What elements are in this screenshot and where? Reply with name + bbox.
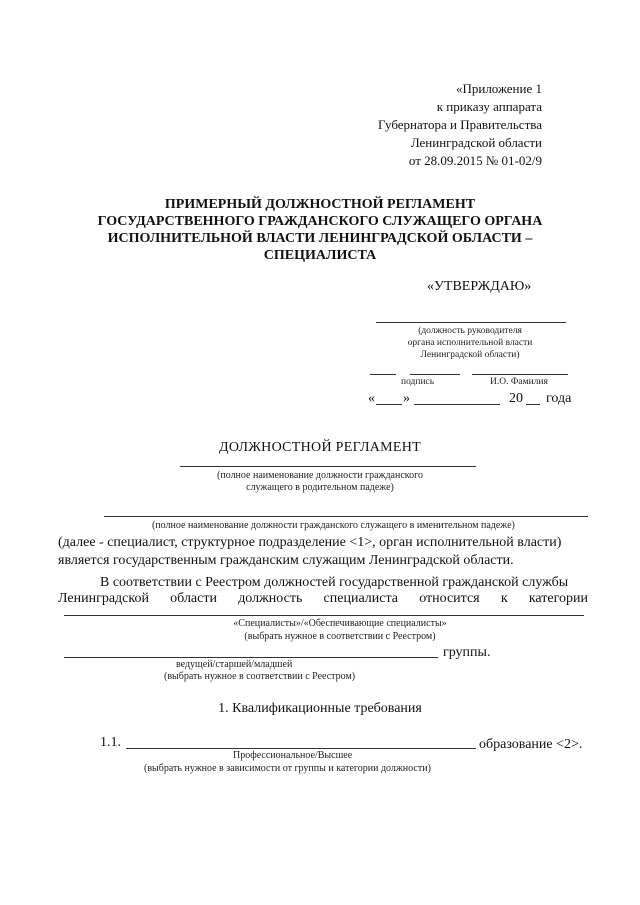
para2-word-7: категории [528, 591, 588, 606]
signature-line-b [410, 374, 460, 375]
position-line [376, 322, 566, 323]
annex-line-1: «Приложение 1 [455, 81, 542, 96]
date-day-line [376, 404, 402, 405]
signature-line-a [370, 374, 396, 375]
date-year-line [526, 404, 540, 405]
name-line [472, 374, 568, 375]
para2-line-2 [58, 590, 588, 608]
para2-word-2: области [170, 591, 217, 606]
group-line [64, 657, 438, 658]
position-hint-1: (должность руководителя [418, 326, 522, 336]
para2-word-5: относится [419, 591, 480, 606]
education-hint-1: Профессиональное/Высшее [233, 750, 353, 761]
title-line-3: ИСПОЛНИТЕЛЬНОЙ ВЛАСТИ ЛЕНИНГРАДСКОЙ ОБЛАСТИ – [107, 231, 533, 246]
position-nominative-line [104, 516, 588, 517]
date-month-line [414, 404, 500, 405]
para1-line-2: является государственным гражданским служащим Ленинградской области. [58, 553, 514, 568]
approve-heading: «УТВЕРЖДАЮ» [427, 279, 532, 294]
position-hint-2: органа исполнительной власти [407, 338, 533, 348]
position-genitive-line [180, 466, 476, 467]
item-1-1-tail: образование <2>. [479, 737, 583, 752]
para2-word-6: к [500, 591, 508, 606]
date-year-suffix: года [546, 391, 572, 406]
name-label: И.О. Фамилия [490, 377, 548, 387]
group-word: группы. [443, 645, 491, 660]
para2-word-4: специалиста [323, 591, 398, 606]
education-hint-2: (выбрать нужное в зависимости от группы и категории должности) [144, 763, 431, 774]
genitive-hint-2: служащего в родительном падеже) [246, 482, 394, 493]
annex-line-4: Ленинградской области [410, 135, 542, 150]
annex-line-2: к приказу аппарата [436, 99, 542, 114]
group-hint-1: ведущей/старшей/младшей [176, 659, 293, 670]
genitive-hint-1: (полное наименование должности гражданского [217, 470, 423, 481]
para2-word-1: Ленинградской [58, 591, 149, 606]
para2-line-1: В соответствии с Реестром должностей государственной гражданской службы [100, 575, 569, 590]
category-line [64, 615, 584, 616]
nominative-hint: (полное наименование должности гражданского служащего в именительном падеже) [152, 520, 515, 531]
title-line-1: ПРИМЕРНЫЙ ДОЛЖНОСТНОЙ РЕГЛАМЕНТ [164, 197, 476, 212]
section-1-title: 1. Квалификационные требования [218, 701, 422, 716]
date-year-prefix: 20 [509, 391, 523, 406]
date-open-quote: « [368, 391, 375, 406]
annex-line-3: Губернатора и Правительства [378, 117, 542, 132]
position-hint-3: Ленинградской области) [420, 350, 520, 360]
annex-line-5: от 28.09.2015 № 01-02/9 [408, 153, 542, 168]
date-close-quote: » [403, 391, 410, 406]
category-hint-2: (выбрать нужное в соответствии с Реестром) [244, 631, 436, 642]
title-line-2: ГОСУДАРСТВЕННОГО ГРАЖДАНСКОГО СЛУЖАЩЕГО ОРГАНА [97, 214, 543, 229]
regulation-title: ДОЛЖНОСТНОЙ РЕГЛАМЕНТ [218, 440, 422, 455]
group-hint-2: (выбрать нужное в соответствии с Реестром) [164, 671, 356, 682]
item-1-1-number: 1.1. [100, 735, 121, 750]
document-title [0, 196, 640, 264]
para2-word-3: должность [238, 591, 303, 606]
education-line [126, 748, 476, 749]
annex-block [378, 80, 542, 170]
category-hint-1: «Специалисты»/«Обеспечивающие специалисты» [233, 618, 447, 629]
title-line-4: СПЕЦИАЛИСТА [263, 248, 377, 263]
signature-label: подпись [401, 377, 435, 387]
para1-line-1: (далее - специалист, структурное подразделение <1>, орган исполнительной власти) [58, 535, 562, 550]
